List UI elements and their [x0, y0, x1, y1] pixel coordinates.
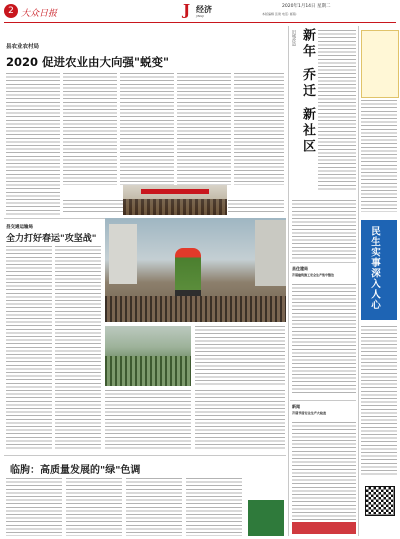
farm-photo	[105, 326, 191, 386]
article2-body-col4	[195, 390, 285, 451]
section-letter: J	[183, 1, 191, 19]
article1-body-col1	[6, 73, 60, 215]
qr-code	[365, 486, 395, 516]
col-divider-right	[358, 26, 359, 536]
article3-body-col3	[126, 478, 182, 536]
safety-body	[292, 284, 356, 394]
article3-body-col2	[66, 478, 122, 536]
article1-photo	[123, 185, 227, 215]
photo-rebar	[105, 296, 286, 322]
col-divider-main	[288, 26, 289, 536]
column-body-mid	[292, 200, 356, 260]
section-name: 经济	[196, 5, 212, 14]
photo-building-left	[109, 224, 137, 284]
right-logo-box	[361, 30, 399, 98]
page-number-badge: 2	[4, 4, 18, 18]
side-banner-text: 民生实事深入人心	[369, 226, 380, 310]
photo-banner	[141, 189, 209, 194]
festival-ad-strip	[292, 522, 356, 534]
photo-crowd	[123, 199, 227, 215]
article2-headline: 全力打好春运"攻坚战"	[6, 234, 97, 244]
divider-3	[290, 262, 356, 263]
divider-2	[4, 455, 286, 456]
masthead-rule	[4, 22, 396, 23]
right-lower-lines	[361, 326, 397, 476]
section-pinyin: JINGJI	[196, 14, 205, 18]
masthead	[0, 0, 400, 24]
photo-caption-lines	[195, 326, 285, 386]
column-body-top	[318, 30, 356, 190]
article3-body-col4	[186, 478, 242, 536]
main-photo	[105, 218, 286, 322]
safety-headline: 开展建筑施工安全生产集中整治	[292, 273, 335, 278]
festival-headline: 开展节前安全生产大检查	[292, 411, 327, 416]
article1-body-col3	[120, 73, 174, 185]
article1-body-lower	[63, 200, 123, 214]
article1-headline: 2020 促进农业由大向强"蜕变"	[6, 55, 169, 69]
article2-body-col3	[105, 390, 191, 451]
article3-body-col1	[6, 478, 62, 536]
article3-ad-block	[248, 500, 284, 536]
article1-body-col4	[177, 73, 231, 185]
article2-kicker: 县交通运输局	[6, 225, 33, 230]
date-line: 2020年1月14日 星期二	[282, 4, 331, 9]
divider-4	[290, 400, 356, 401]
article3-headline: 临朐：高质量发展的"绿"色调	[10, 465, 141, 476]
article2-body-col2	[55, 246, 101, 451]
column-vertical-title: 新年 乔迁 新社区	[300, 28, 315, 156]
article1-body-lower2	[228, 200, 284, 214]
festival-kicker: 新闻	[292, 404, 300, 409]
paper-name: 大众日报	[21, 9, 58, 19]
column-kicker: 旧城改造	[292, 30, 297, 46]
farm-rows	[105, 356, 191, 386]
article1-body-col5	[234, 73, 284, 185]
editor-line: 本版编辑 张建 电话: 邮箱:	[262, 12, 297, 16]
festival-body	[292, 422, 356, 520]
article2-body-col1	[6, 246, 52, 451]
right-info-lines	[361, 100, 397, 212]
photo-building-right	[255, 220, 286, 286]
article1-body-col2	[63, 73, 117, 185]
article1-kicker: 县农业农村局	[6, 44, 40, 50]
safety-kicker: 县住建局	[292, 266, 308, 271]
